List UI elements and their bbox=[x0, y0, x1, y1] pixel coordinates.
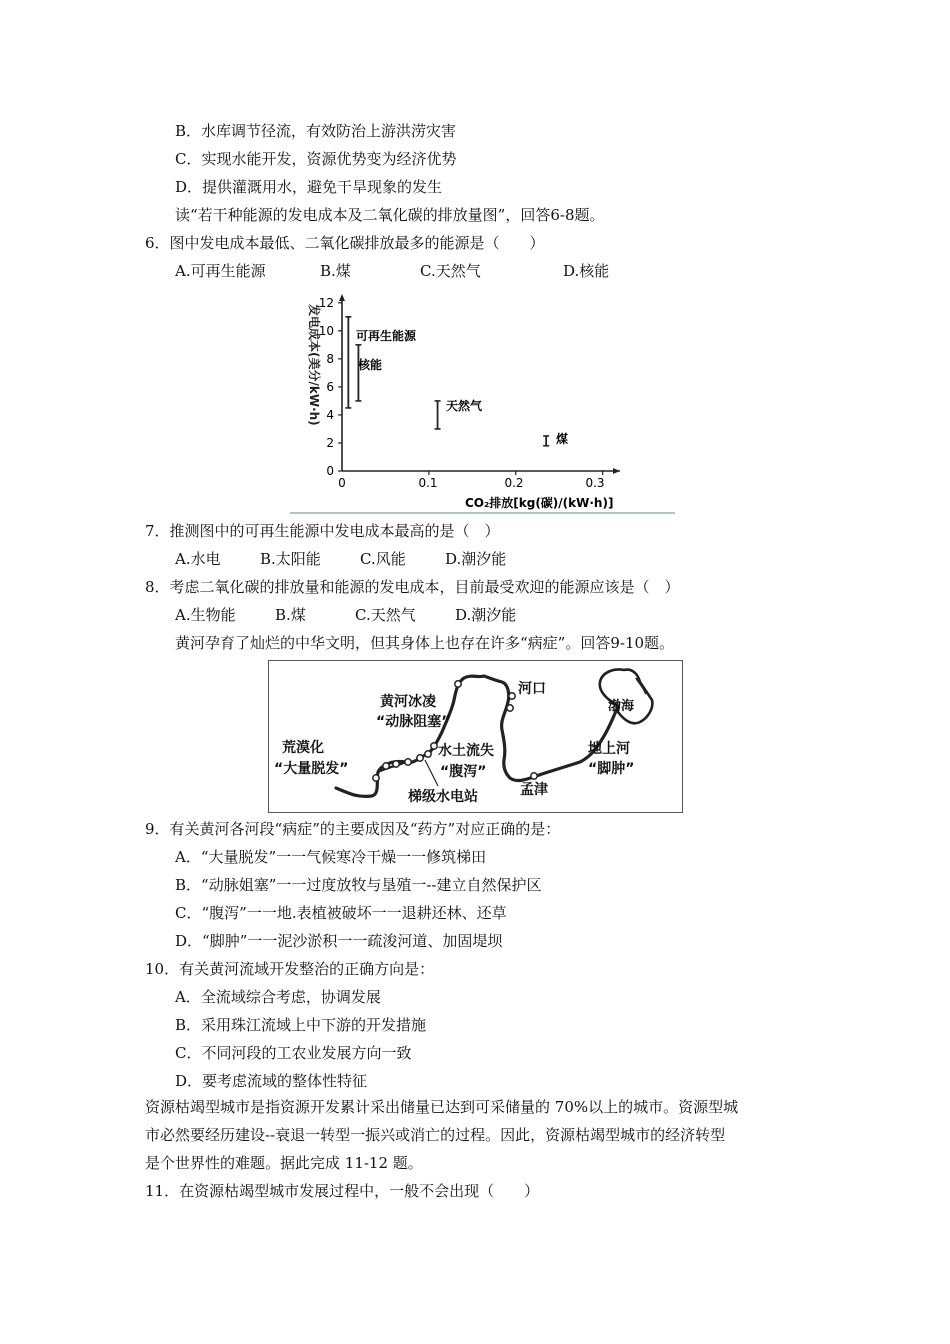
y-tick-label: 12 bbox=[318, 296, 334, 310]
q10-option-a: A．全流域综合考虑，协调发展 bbox=[175, 988, 381, 1006]
label-bohai: 渤海 bbox=[608, 699, 635, 714]
y-tick-label: 8 bbox=[326, 352, 334, 366]
x-tick-label: 0.2 bbox=[504, 476, 524, 490]
y-axis-arrow bbox=[339, 294, 345, 301]
label-hekou: 河口 bbox=[518, 681, 546, 697]
passage-11-12-line-2: 市必然要经历建设--衰退一转型一振兴或消亡的过程。因此，资源枯竭型城市的经济转型 bbox=[145, 1126, 726, 1144]
question-6-stem: 6．图中发电成本最低、二氧化碳排放最多的能源是（ ） bbox=[145, 234, 545, 252]
x-axis-arrow bbox=[613, 468, 620, 474]
q9-option-b: B．“动脉姐塞”一一过度放牧与垦殖一--建立自然保护区 bbox=[175, 876, 542, 894]
label-hydro: 梯级水电站 bbox=[408, 789, 478, 805]
question-8-options bbox=[175, 605, 675, 625]
question-6-options bbox=[175, 261, 675, 281]
q10-option-d: D．要考虑流域的整体性特征 bbox=[175, 1072, 368, 1090]
chart-x-ticks bbox=[338, 476, 604, 490]
energy-cost-chart bbox=[290, 292, 675, 517]
q8-option-a: A.生物能 bbox=[175, 606, 236, 624]
q7-option-c: C.风能 bbox=[360, 550, 406, 568]
passage-11-12-line-1: 资源枯竭型城市是指资源开发累计采出储量已达到可采储量的 70%以上的城市。资源型城 bbox=[145, 1098, 739, 1116]
label-gas: 天然气 bbox=[446, 399, 483, 413]
chart-y-axis-label: 发电成本(美分/kW·h) bbox=[307, 304, 321, 426]
q6-option-d: D.核能 bbox=[563, 262, 610, 280]
question-10-stem: 10．有关黄河流域开发整治的正确方向是： bbox=[145, 960, 435, 978]
intro-questions-6-8: 读“若干种能源的发电成本及二氧化碳的排放量图”，回答6-8题。 bbox=[175, 206, 605, 224]
q10-option-b: B．采用珠江流域上中下游的开发措施 bbox=[175, 1016, 427, 1034]
label-desert-1: 荒漠化 bbox=[282, 740, 324, 756]
intro-questions-9-10: 黄河孕育了灿烂的中华文明，但其身体上也存在许多“病症”。回答9-10题。 bbox=[175, 634, 675, 652]
y-tick-label: 6 bbox=[326, 380, 334, 394]
x-tick-label: 0.1 bbox=[418, 476, 438, 490]
q9-option-a: A．“大量脱发”一一气候寒冷干燥一一修筑梯田 bbox=[175, 848, 487, 866]
label-mengjin: 孟津 bbox=[520, 782, 548, 798]
label-desert-2: “大量脱发” bbox=[274, 761, 349, 777]
chart-x-axis-label: CO₂排放[kg(碳)/(kW·h)] bbox=[465, 496, 614, 510]
q7-option-a: A.水电 bbox=[175, 550, 221, 568]
q5-option-b: B．水库调节径流，有效防治上游洪涝灾害 bbox=[175, 122, 457, 140]
q7-option-d: D.潮汐能 bbox=[445, 550, 507, 568]
q9-option-c: C．“腹泻”一一地.表植被破坏一一退耕还林、还草 bbox=[175, 904, 507, 922]
q5-option-c: C．实现水能开发，资源优势变为经济优势 bbox=[175, 150, 457, 168]
question-8-stem: 8．考虑二氧化碳的排放量和能源的发电成本，目前最受欢迎的能源应该是（ ） bbox=[145, 578, 680, 596]
label-ice-1: 黄河冰凌 bbox=[380, 694, 436, 710]
question-9-stem: 9．有关黄河各河段“病症”的主要成因及“药方”对应正确的是： bbox=[145, 820, 561, 838]
x-tick-label: 0.3 bbox=[585, 476, 605, 490]
q8-option-d: D.潮汐能 bbox=[455, 606, 517, 624]
question-7-options bbox=[175, 549, 675, 569]
label-river-2: “脚肿” bbox=[588, 761, 635, 777]
y-tick-label: 0 bbox=[326, 464, 334, 478]
question-11-stem: 11．在资源枯竭型城市发展过程中，一般不会出现（ ） bbox=[145, 1182, 540, 1200]
q8-option-c: C.天然气 bbox=[355, 606, 416, 624]
q6-option-b: B.煤 bbox=[320, 262, 351, 280]
label-coal: 煤 bbox=[556, 432, 569, 446]
q10-option-c: C．不同河段的工农业发展方向一致 bbox=[175, 1044, 412, 1062]
y-tick-label: 2 bbox=[326, 436, 334, 450]
yellow-river-map bbox=[268, 660, 683, 813]
q8-option-b: B.煤 bbox=[275, 606, 306, 624]
x-tick-label: 0 bbox=[338, 476, 346, 490]
q7-option-b: B.太阳能 bbox=[260, 550, 321, 568]
q5-option-d: D．提供灌溉用水，避免干旱现象的发生 bbox=[175, 178, 443, 196]
label-river-1: 地上河 bbox=[588, 741, 630, 757]
q6-option-c: C.天然气 bbox=[420, 262, 481, 280]
q9-option-d: D．“脚肿”一一泥沙淤积一一疏浚河道、加固堤坝 bbox=[175, 932, 503, 950]
q6-option-a: A.可再生能源 bbox=[175, 262, 266, 280]
y-tick-label: 4 bbox=[326, 408, 334, 422]
label-erosion-2: “腹泻” bbox=[440, 764, 487, 780]
label-ice-2: “动脉阻塞” bbox=[376, 714, 451, 730]
passage-11-12-line-3: 是个世界性的难题。据此完成 11-12 题。 bbox=[145, 1154, 423, 1172]
label-erosion-1: 水土流失 bbox=[438, 743, 494, 759]
question-7-stem: 7．推测图中的可再生能源中发电成本最高的是（ ） bbox=[145, 522, 500, 540]
yellow-river-map-svg bbox=[268, 660, 683, 813]
label-renewable: 可再生能源 bbox=[356, 329, 417, 343]
label-nuclear: 核能 bbox=[358, 358, 383, 372]
energy-chart-svg bbox=[290, 292, 675, 517]
y-tick-label: 10 bbox=[318, 324, 334, 338]
